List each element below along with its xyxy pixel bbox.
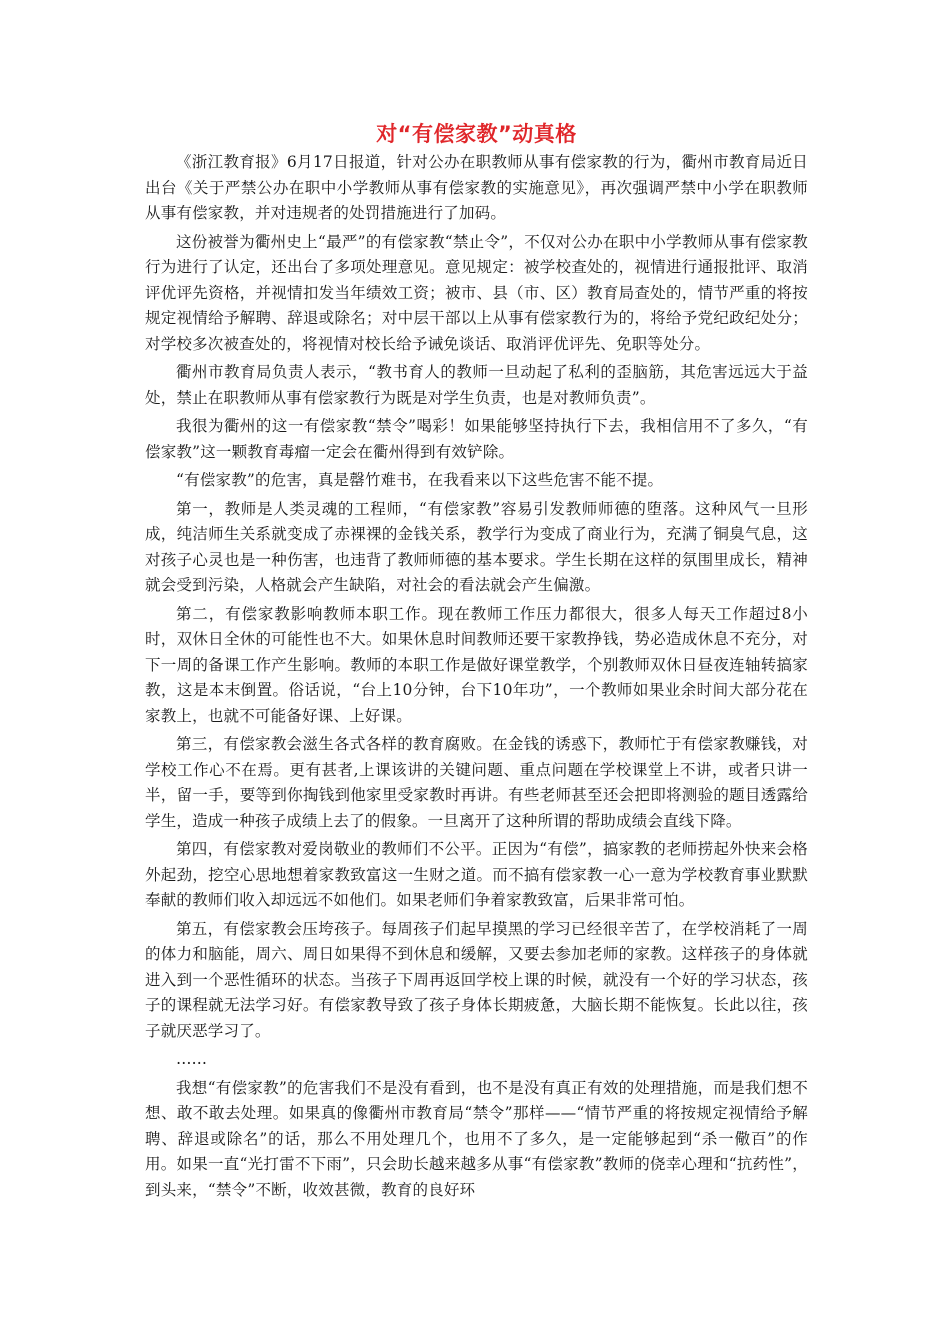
paragraph-1: 《浙江教育报》6月17日报道，针对公办在职教师从事有偿家教的行为，衢州市教育局近日出台《关于严禁公办在职中小学教师从事有偿家教的实施意见》，再次强调严禁中小学在职教师从事有偿家教，并对违规者的处罚措施进行了加码。 [145, 153, 808, 222]
paragraph-4: 我很为衢州的这一有偿家教“禁令”喝彩！如果能够坚持执行下去，我相信用不了多久，“有偿家教”这一颗教育毒瘤一定会在衢州得到有效铲除。 [145, 417, 808, 461]
paragraph-10: 第五，有偿家教会压垮孩子。每周孩子们起早摸黑的学习已经很辛苦了，在学校消耗了一周的体力和脑能，周六、周日如果得不到休息和缓解，又要去参加老师的家教。这样孩子的身体就进入到一个恶性循环的状态。当孩子下周再返回学校上课的时候，就没有一个好的学习状态，孩子的课程就无法学习好。有偿家教导致了孩子身体长期疲惫，大脑长期不能恢复。长此以往，孩子就厌恶学习了。 [145, 919, 808, 1040]
paragraph-5: “有偿家教”的危害，真是罄竹难书，在我看来以下这些危害不能不提。 [176, 471, 664, 489]
paragraph-8: 第三，有偿家教会滋生各式各样的教育腐败。在金钱的诱惑下，教师忙于有偿家教赚钱，对学校工作心不在焉。更有甚者,上课该讲的关键问题、重点问题在学校课堂上不讲，或者只讲一半，留一手，要等到你掏钱到他家里受家教时再讲。有些老师甚至还会把即将测验的题目透露给学生，造成一种孩子成绩上去了的假象。一旦离开了这种所谓的帮助成绩会直线下降。 [145, 735, 808, 830]
document-page [145, 118, 808, 1206]
paragraph-3: 衢州市教育局负责人表示，“教书育人的教师一旦动起了私利的歪脑筋，其危害远远大于益处，禁止在职教师从事有偿家教行为既是对学生负责，也是对教师负责”。 [145, 363, 808, 407]
paragraph-6: 第一，教师是人类灵魂的工程师，“有偿家教”容易引发教师师德的堕落。这种风气一旦形成，纯洁师生关系就变成了赤裸裸的金钱关系，教学行为变成了商业行为，充满了铜臭气息，这对孩子心灵也是一种伤害，也违背了教师师德的基本要求。学生长期在这样的氛围里成长，精神就会受到污染，人格就会产生缺陷，对社会的看法就会产生偏激。 [145, 499, 808, 594]
final-paragraph: 我想“有偿家教”的危害我们不是没有看到，也不是没有真正有效的处理措施，而是我们想不想、敢不敢去处理。如果真的像衢州市教育局“禁令”那样——“情节严重的将按规定视情给予解聘、辞退或除名”的话，那么不用处理几个，也用不了多久，是一定能够起到“杀一儆百”的作用。如果一直“光打雷不下雨”，只会助长越来越多从事“有偿家教”教师的侥幸心理和“抗药性”，到头来，“禁令”不断，收效甚微，教育的良好环 [145, 1078, 808, 1199]
paragraph-2: 这份被誉为衢州史上“最严”的有偿家教“禁止令”，不仅对公办在职中小学教师从事有偿家教行为进行了认定，还出台了多项处理意见。意见规定：被学校查处的，视情进行通报批评、取消评优评先资格，并视情扣发当年绩效工资；被市、县（市、区）教育局查处的，情节严重的将按规定视情给予解聘、辞退或除名；对中层干部以上从事有偿家教行为的，将给予党纪政纪处分；对学校多次被查处的，将视情对校长给予诫免谈话、取消评优评先、免职等处分。 [145, 232, 808, 353]
paragraph-7: 第二，有偿家教影响教师本职工作。现在教师工作压力都很大，很多人每天工作超过8小时，双休日全休的可能性也不大。如果休息时间教师还要干家教挣钱，势必造成休息不充分，对下一周的备课工作产生影响。教师的本职工作是做好课堂教学，个别教师双休日昼夜连轴转搞家教，这是本末倒置。俗话说，“台上10分钟，台下10年功”，一个教师如果业余时间大部分花在家教上，也就不可能备好课、上好课。 [145, 604, 808, 725]
document-title: 对“有偿家教”动真格 [376, 122, 577, 146]
paragraph-9: 第四，有偿家教对爱岗敬业的教师们不公平。正因为“有偿”，搞家教的老师捞起外快来会格外起劲，挖空心思地想着家教致富这一生财之道。而不搞有偿家教一心一意为学校教育事业默默奉献的教师们收入却远远不如他们。如果老师们争着家教致富，后果非常可怕。 [145, 840, 808, 909]
ellipsis-line: …… [176, 1050, 207, 1068]
